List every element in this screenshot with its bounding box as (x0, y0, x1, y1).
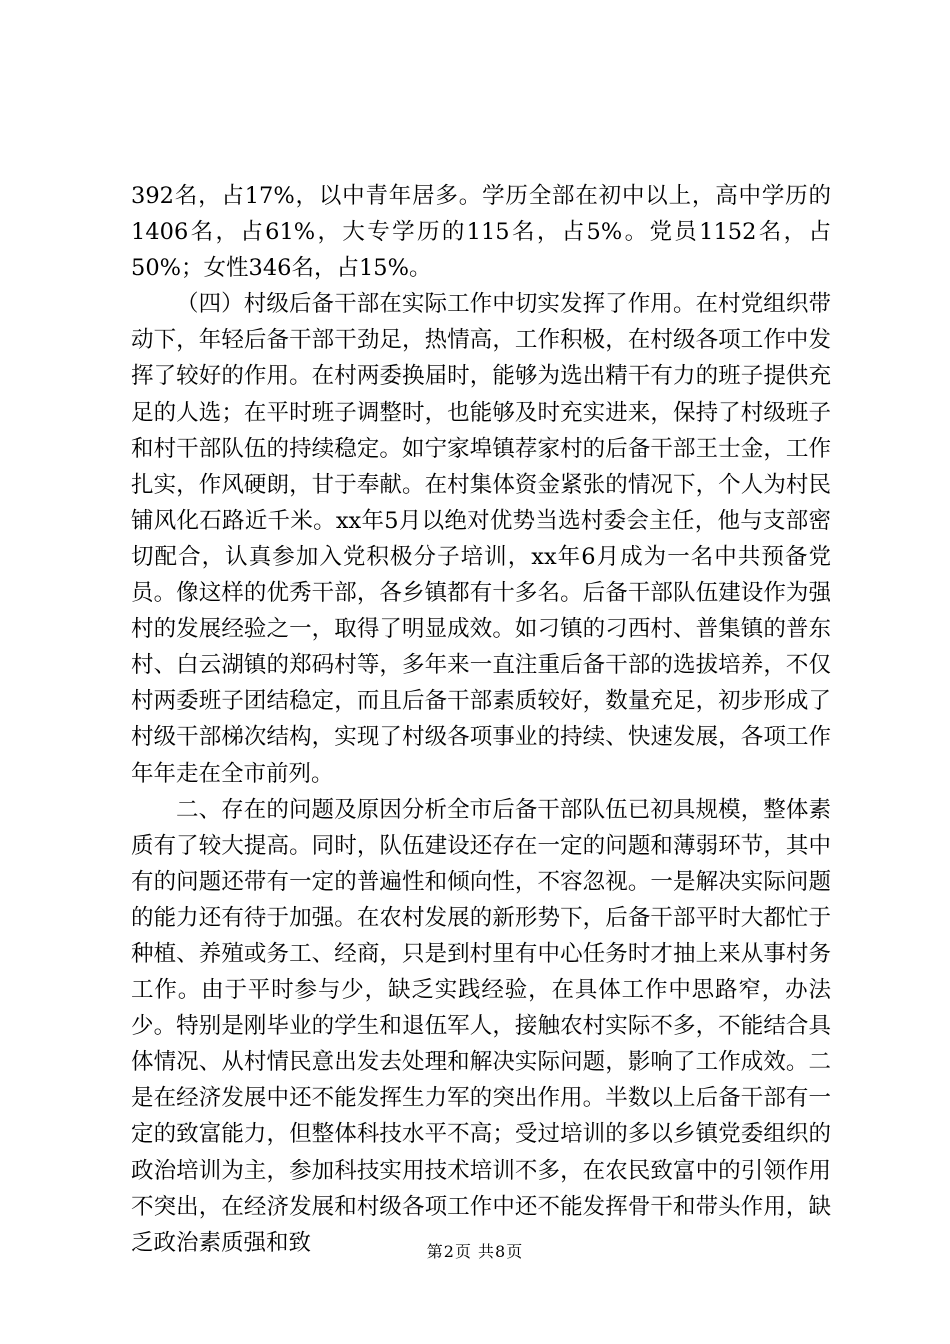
page-number-label: 第2页 共8页 (426, 1242, 524, 1261)
paragraph-section-two-problems: 二、存在的问题及原因分析全市后备干部队伍已初具规模，整体素质有了较大提高。同时，队伍建设还存在一定的问题和薄弱环节，其中有的问题还带有一定的普遍性和倾向性，不容忽视。一是解决实际问题的能力还有待于加强。在农村发展的新形势下，后备干部平时大都忙于种植、养殖或务工、经商，只是到村里有中心任务时才抽上来从事村务工作。由于平时参与少，缺乏实践经验，在具体工作中思路窄，办法少。特别是刚毕业的学生和退伍军人，接触农村实际不多，不能结合具体情况、从村情民意出发去处理和解决实际问题，影响了工作成效。二是在经济发展中还不能发挥生力军的突出作用。半数以上后备干部有一定的致富能力，但整体科技水平不高；受过培训的多以乡镇党委组织的政治培训为主，参加科技实用技术培训不多，在农民致富中的引领作用不突出，在经济发展和村级各项工作中还不能发挥骨干和带头作用，缺乏政治素质强和致 (131, 796, 831, 1256)
page-footer (0, 1242, 950, 1262)
paragraph-section-four: （四）村级后备干部在实际工作中切实发挥了作用。在村党组织带动下，年轻后备干部干劲足，热情高，工作积极，在村级各项工作中发挥了较好的作用。在村两委换届时，能够为选出精干有力的班子提供充足的人选；在平时班子调整时，也能够及时充实进来，保持了村级班子和村干部队伍的持续稳定。如宁家埠镇荐家村的后备干部王士金，工作扎实，作风硬朗，甘于奉献。在村集体资金紧张的情况下，个人为村民铺风化石路近千米。xx年5月以绝对优势当选村委会主任，他与支部密切配合，认真参加入党积极分子培训，xx年6月成为一名中共预备党员。像这样的优秀干部，各乡镇都有十多名。后备干部队伍建设作为强村的发展经验之一，取得了明显成效。如刁镇的刁西村、普集镇的普东村、白云湖镇的郑码村等，多年来一直注重后备干部的选拔培养，不仅村两委班子团结稳定，而且后备干部素质较好，数量充足，初步形成了村级干部梯次结构，实现了村级各项事业的持续、快速发展，各项工作年年走在全市前列。 (131, 291, 831, 787)
paragraph-continuation: 392名，占17%，以中青年居多。学历全部在初中以上，高中学历的1406名，占61%，大专学历的115名，占5%。党员1152名，占50%；女性346名，占15%。 (131, 183, 831, 282)
document-body (131, 178, 831, 1261)
